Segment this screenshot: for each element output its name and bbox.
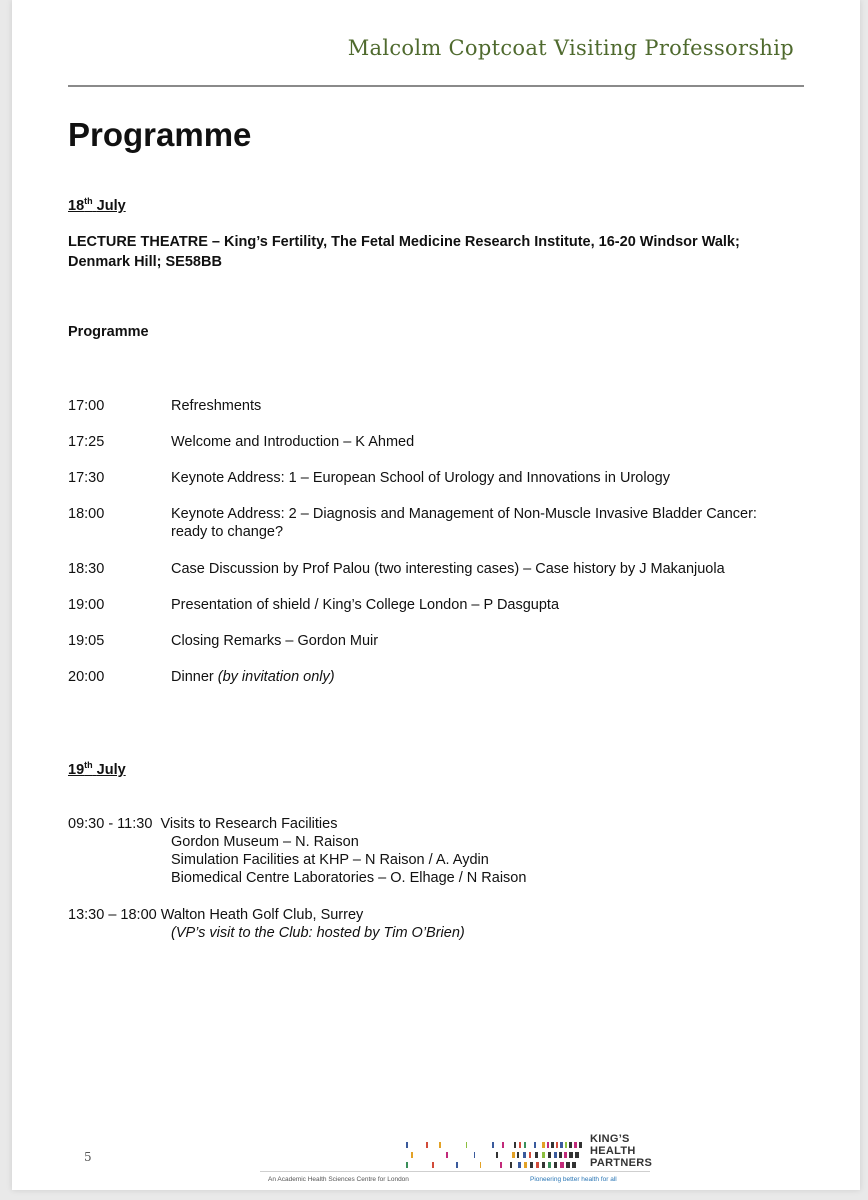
visits-line (68, 815, 526, 833)
day1-date-day: 18 (68, 197, 85, 214)
schedule-time: 18:00 (68, 506, 105, 522)
day1-date-suffix: th (84, 196, 93, 206)
visits-time: 09:30 - 11:30 (68, 816, 153, 832)
schedule-event: Closing Remarks – Gordon Muir (171, 633, 379, 649)
schedule-event: Refreshments (171, 398, 262, 414)
schedule-time: 17:25 (68, 434, 105, 450)
golf-title: Walton Heath Golf Club, Surrey (160, 907, 364, 923)
golf-line (68, 906, 465, 924)
page-number: 5 (84, 1150, 92, 1164)
schedule-event (171, 668, 791, 686)
golf-note (68, 924, 465, 942)
schedule-time: 18:30 (68, 561, 105, 577)
schedule-time: 19:00 (68, 597, 105, 613)
visits-title: Visits to Research Facilities (160, 816, 338, 832)
schedule-event: Keynote Address: 2 – Diagnosis and Management of Non-Muscle Invasive Bladder Cancer: ready to change? (171, 506, 757, 540)
golf-note-text: (VP’s visit to the Club: hosted by Tim O’Brien) (171, 925, 465, 941)
footer-tagline-left: An Academic Health Sciences Centre for London (268, 1176, 409, 1183)
schedule-event: Keynote Address: 1 – European School of Urology and Innovations in Urology (171, 470, 670, 486)
schedule-time: 20:00 (68, 669, 105, 685)
footer-tagline-right: Pioneering better health for all (530, 1176, 617, 1183)
day1-date-month: July (96, 197, 126, 214)
footer-divider (260, 1171, 650, 1172)
schedule-time: 19:05 (68, 633, 105, 649)
header-divider (68, 85, 804, 87)
programme-heading: Programme (68, 324, 149, 340)
schedule-time: 17:00 (68, 398, 105, 414)
khp-logo (260, 1133, 653, 1189)
schedule-event: Presentation of shield / King’s College London – P Dasgupta (171, 597, 560, 613)
dinner-note: (by invitation only) (217, 669, 335, 685)
document-page (12, 0, 860, 1190)
schedule-event: Welcome and Introduction – K Ahmed (171, 434, 415, 450)
day2-date-day: 19 (68, 761, 85, 778)
khp-line3: PARTNERS (590, 1157, 653, 1169)
venue: LECTURE THEATRE – King’s Fertility, The Fetal Medicine Research Institute, 16-20 Windsor Walk; Denmark Hill; SE58BB (68, 234, 740, 270)
schedule-event: Case Discussion by Prof Palou (two interesting cases) – Case history by J Makanjuola (171, 561, 725, 577)
visit-item: Biomedical Centre Laboratories – O. Elhage / N Raison (171, 870, 527, 886)
visit-item: Simulation Facilities at KHP – N Raison / A. Aydin (171, 852, 489, 868)
dinner-label: Dinner (171, 669, 214, 685)
schedule-time: 17:30 (68, 470, 105, 486)
visit-item: Gordon Museum – N. Raison (171, 834, 359, 850)
khp-barcode-icon (406, 1136, 756, 1172)
header-title: Malcolm Coptcoat Visiting Professorship (347, 36, 794, 60)
page-title: Programme (68, 116, 252, 153)
day2-date (68, 760, 126, 778)
khp-line1: KING’S (590, 1133, 630, 1145)
day2-date-suffix: th (84, 760, 93, 770)
golf-block (68, 906, 465, 942)
khp-logo-text (590, 1133, 652, 1169)
day2-date-month: July (96, 761, 126, 778)
visits-block (68, 815, 526, 887)
khp-line2: HEALTH (590, 1145, 636, 1157)
golf-time: 13:30 – 18:00 (68, 907, 157, 923)
day1-date (68, 196, 126, 214)
